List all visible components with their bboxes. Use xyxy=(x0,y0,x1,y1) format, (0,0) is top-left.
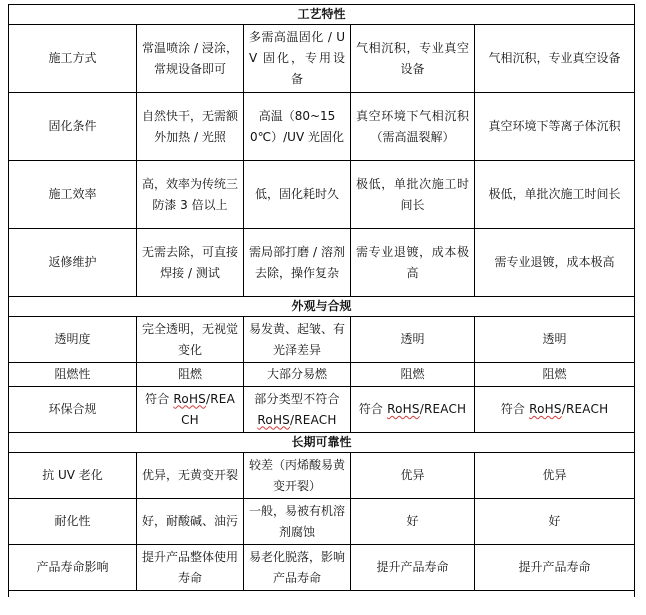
table-row xyxy=(9,93,635,161)
table-cell: 一般，易被有机溶剂腐蚀 xyxy=(244,499,351,545)
table-cell: 优异，无黄变开裂 xyxy=(137,453,244,499)
compliance-text: 符合 RoHS/REACH xyxy=(358,402,467,416)
table-cell: 优异 xyxy=(351,453,475,499)
row-label: 施工方式 xyxy=(9,25,137,93)
table-row xyxy=(9,499,635,545)
table-cell xyxy=(351,387,475,433)
compliance-text: 符合 RoHS/REACH xyxy=(145,391,235,427)
table-cell: 高温（80~150℃）/UV 光固化 xyxy=(244,93,351,161)
section-title: 外观与合规 xyxy=(9,297,635,317)
spellcheck-underline: RoHS xyxy=(257,412,290,427)
row-label: 阻燃性 xyxy=(9,363,137,387)
table-cell: 好 xyxy=(351,499,475,545)
table-cell: 易老化脱落，影响产品寿命 xyxy=(244,545,351,591)
row-label: 产品寿命影响 xyxy=(9,545,137,591)
table-row xyxy=(9,161,635,229)
table-cell: 气相沉积，专业真空设备 xyxy=(475,25,635,93)
row-label: 抗 UV 老化 xyxy=(9,453,137,499)
table-cell: 提升产品整体使用寿命 xyxy=(137,545,244,591)
spellcheck-underline: RoHS xyxy=(173,391,207,406)
section-title: 工艺特性 xyxy=(9,5,635,25)
table-cell: 提升产品寿命 xyxy=(351,545,475,591)
table-row xyxy=(9,317,635,363)
table-cell: 易发黄、起皱、有光泽差异 xyxy=(244,317,351,363)
table-cell: 气相沉积，专业真空设备 xyxy=(351,25,475,93)
table-cell xyxy=(9,591,635,598)
table-cell: 真空环境下等离子体沉积 xyxy=(475,93,635,161)
table-cell: 大部分易燃 xyxy=(244,363,351,387)
table-cell: 阻燃 xyxy=(351,363,475,387)
row-label: 耐化性 xyxy=(9,499,137,545)
table-row xyxy=(9,545,635,591)
table-cell xyxy=(137,387,244,433)
table-cell: 透明 xyxy=(475,317,635,363)
section-header-row xyxy=(9,433,635,453)
table-cell: 较差（丙烯酸易黄变开裂） xyxy=(244,453,351,499)
section-header-row xyxy=(9,297,635,317)
compliance-text: 符合 RoHS/REACH xyxy=(500,402,609,416)
table-cell: 无需去除，可直接焊接 / 测试 xyxy=(137,229,244,297)
comparison-table xyxy=(8,4,635,597)
table-cell: 多需高温固化 / UV 固化，专用设备 xyxy=(244,25,351,93)
table-cell: 透明 xyxy=(351,317,475,363)
table-cell: 极低，单批次施工时间长 xyxy=(351,161,475,229)
table-cell: 优异 xyxy=(475,453,635,499)
table-cell: 低，固化耗时久 xyxy=(244,161,351,229)
table-cell: 常温喷涂 / 浸涂，常规设备即可 xyxy=(137,25,244,93)
table-cell: 需局部打磨 / 溶剂去除，操作复杂 xyxy=(244,229,351,297)
row-label: 环保合规 xyxy=(9,387,137,433)
table-cell: 好，耐酸碱、油污 xyxy=(137,499,244,545)
table-cell: 需专业退镀，成本极高 xyxy=(351,229,475,297)
table-cell: 需专业退镀，成本极高 xyxy=(475,229,635,297)
row-label: 透明度 xyxy=(9,317,137,363)
table-row xyxy=(9,25,635,93)
table-row xyxy=(9,363,635,387)
row-label: 施工效率 xyxy=(9,161,137,229)
table-row xyxy=(9,453,635,499)
spellcheck-underline: RoHS xyxy=(387,402,420,416)
table-cell: 好 xyxy=(475,499,635,545)
row-label: 固化条件 xyxy=(9,93,137,161)
table-cell: 完全透明，无视觉变化 xyxy=(137,317,244,363)
table-cell: 高，效率为传统三防漆 3 倍以上 xyxy=(137,161,244,229)
table-row xyxy=(9,229,635,297)
row-label: 返修维护 xyxy=(9,229,137,297)
table-cell: 阻燃 xyxy=(475,363,635,387)
table-row-cut-off xyxy=(9,591,635,598)
section-title: 长期可靠性 xyxy=(9,433,635,453)
table-row xyxy=(9,387,635,433)
spellcheck-underline: RoHS xyxy=(529,402,562,416)
table-cell: 阻燃 xyxy=(137,363,244,387)
table-cell xyxy=(475,387,635,433)
section-header-row xyxy=(9,5,635,25)
table-cell xyxy=(244,387,351,433)
compliance-text: 部分类型不符合 RoHS/REACH xyxy=(254,391,340,427)
table-cell: 提升产品寿命 xyxy=(475,545,635,591)
table-cell: 极低，单批次施工时间长 xyxy=(475,161,635,229)
table-cell: 自然快干，无需额外加热 / 光照 xyxy=(137,93,244,161)
table-cell: 真空环境下气相沉积（需高温裂解） xyxy=(351,93,475,161)
